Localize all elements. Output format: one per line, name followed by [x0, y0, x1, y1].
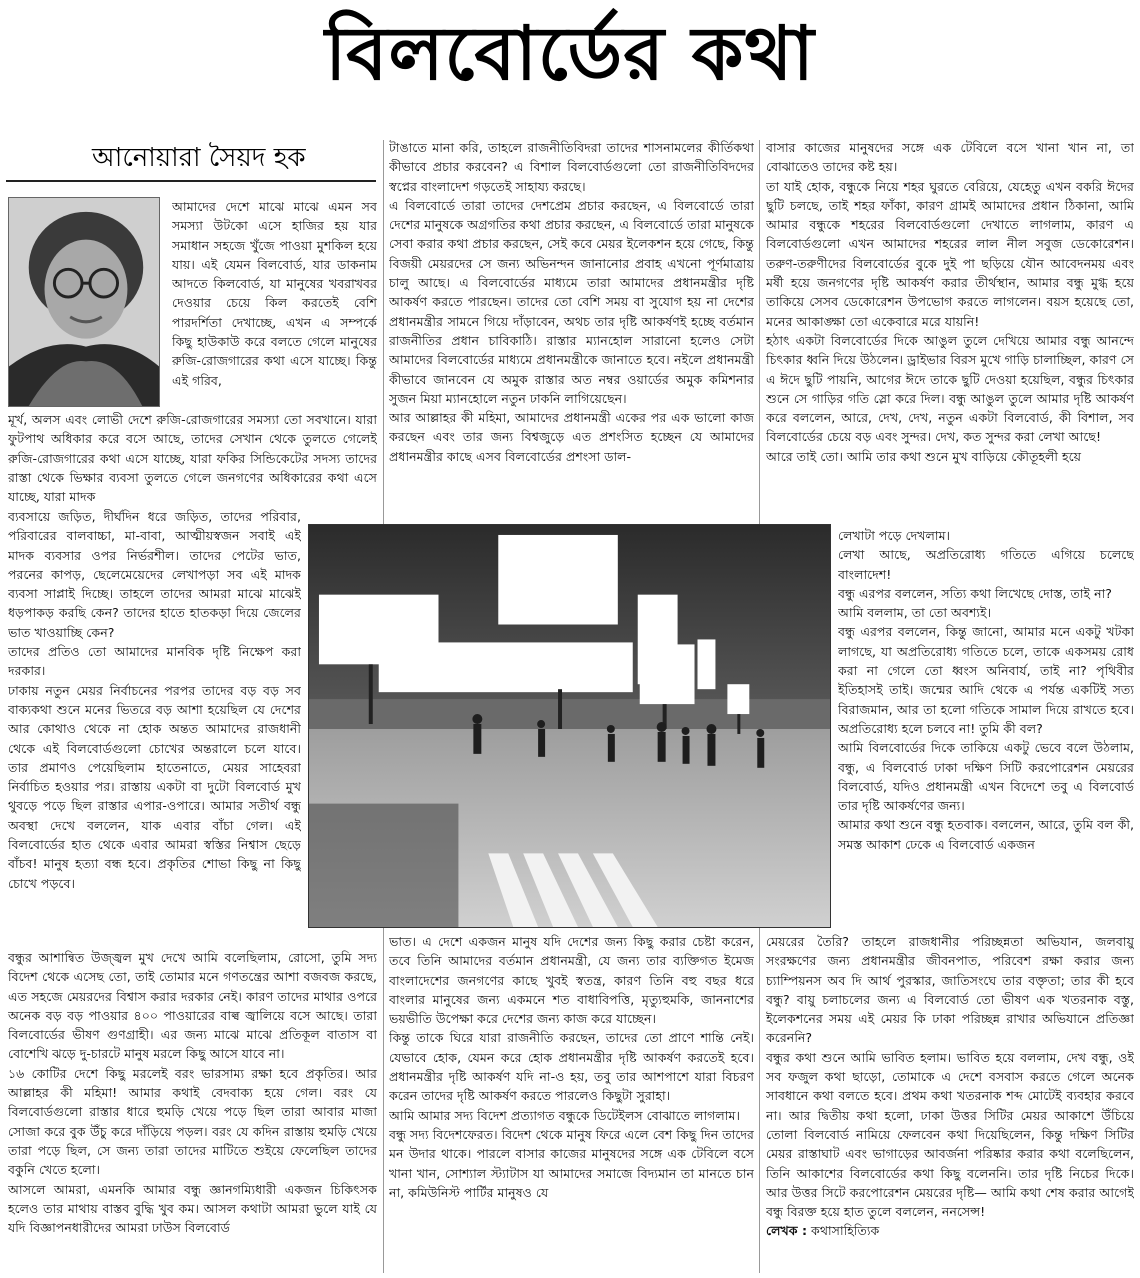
col2-bottom-block [389, 932, 754, 1276]
col2-paragraph-1: টাঙাতে মানা করি, তাহলে রাজনীতিবিদরা তাদের শাসনামলের কীর্তিকথা কীভাবে প্রচার করবেন? এ বিশাল বিলবোর্ডগুলো তো রাজনীতিবিদদের স্বপ্নের বাংলাদেশ গড়তেই সাহায্য করছে। [389, 140, 754, 194]
col1-paragraph-6: আসলে আমরা, এমনকি আমার বন্ধু জ্ঞানগম্যিধারী একজন চিকিৎসক হলেও তার মাথায় বাস্তব বুদ্ধি খুব কম। আসল কথাটা আমরা ভুলে যাই যে যদি বিজ্ঞাপনধারীদের আমরা ঢাউস বিলবোর্ড [8, 1181, 377, 1236]
col3-paragraph-3: হঠাৎ একটা বিলবোর্ডের দিকে আঙুল তুলে দেখিয়ে আমার বন্ধু আনন্দে চিৎকার ধ্বনি দিয়ে উঠলেন। ড্রাইভার বিরস মুখে গাড়ি চালাচ্ছিল, কারণ সে এ ঈদে ছুটি পায়নি, আগের ঈদে তাকে ছুটি দেওয়া হয়েছিল, বন্ধুর চিৎকার শুনে সে গাড়ির গতি স্লো করে দিল। বন্ধু আঙুল তুলে আমার দৃষ্টি আকর্ষণ করে বললেন, আরে, দেখ, দেখ, নতুন একটা বিলবোর্ড, কী বিশাল, সব বিলবোর্ডের চেয়ে বড় এবং সুন্দর। দেখ, কত সুন্দর করা লেখা আছে! [766, 332, 1134, 445]
byline-value: কথাসাহিত্যিক [811, 1223, 880, 1239]
author-rule [6, 180, 376, 182]
col3-paragraph-10-part-1: আমার কথা শুনে বন্ধু হতবাক। বললেন, আরে, তুমি বল কী, সমস্ত আকাশ ঢেকে এ বিলবোর্ড একজন [838, 817, 1134, 852]
col3-bottom-block [766, 932, 1134, 1276]
column-divider-2 [383, 928, 384, 1273]
author-portrait-graphic [9, 198, 159, 406]
col1-paragraph-3: ঢাকায় নতুন মেয়র নির্বাচনের পরপর তাদের বড় বড় সব বাক্যকথা শুনে মনের ভিতরে বড় আশা হয়েছিল যে দেশের আর কোথাও থেকে না হোক অন্তত আমাদের রাজধানী থেকে এই বিলবোর্ডগুলো চোখের অন্তরালে চলে যাবে। তার প্রমাণও পেয়েছিলাম হাতেনাতে, মেয়র সাহেবরা নির্বাচিত হওয়ার পর। রাস্তায় একটা বা দুটো বিলবোর্ড মুখ থুবড়ে পড়ে ছিল রাস্তার এপার-ওপারে। আমার সতীর্থ বন্ধু অবস্থা দেখে বললেন, যাক এবার বাঁচা গেল। এই বিলবোর্ডের হাত থেকে এবার আমরা স্বস্তির নিশ্বাস ছেড়ে বাঁচব! মানুষ হত্যা বন্ধ হবে। প্রকৃতির শোভা কিছু না কিছু চোখে পড়বে। [8, 682, 301, 891]
article-title: বিলবোর্ডের কথা [325, 11, 815, 97]
col3-narrow-block [838, 526, 1134, 930]
col1-paragraph-1-part-3: ব্যবসায়ে জড়িত, দীর্ঘদিন ধরে জড়িত, তাদের পরিবার, পরিবারের বালবাচ্চা, মা-বাবা, আত্মীয়স্বজন সবাই এই মাদক ব্যবসার ওপর নির্ভরশীল। তাদের পেটের ভাত, পরনের কাপড়, ছেলেমেয়েদের লেখাপড়া সব এই মাদক ব্যবসা সাপ্লাই দিচ্ছে। তাহলে তাদের আমরা মাঝে মাঝেই ধড়পাকড় করছি কেন? তাদের হাতে হাতকড়া দিয়ে জেলের ভাত খাওয়াচ্ছি কেন? [8, 509, 301, 640]
author-photo [8, 197, 160, 407]
col3-paragraph-4-part-1: আরে তাই তো। আমি তার কথা শুনে মুখ বাড়িয়ে কৌতূহলী হয়ে [766, 448, 1082, 464]
col3-paragraph-5: লেখা আছে, অপ্রতিরোধ্য গতিতে এগিয়ে চলেছে বাংলাদেশ! [838, 547, 1134, 582]
col3-paragraph-6: বন্ধু এরপর বললেন, সত্যি কথা লিখেছে দোস্ত, তাই না? [838, 585, 1112, 601]
byline-label: লেখক : [766, 1223, 807, 1239]
col3-paragraph-2: তা যাই হোক, বন্ধুকে নিয়ে শহর ঘুরতে বেরিয়ে, যেহেতু এখন বকরি ঈদের ছুটি চলছে, তাই শহর ফাঁকা, কারণ গ্রামই আমাদের প্রধান ঠিকানা, আমি আমার বন্ধুকে শহরের বিলবোর্ডগুলো দেখাতে লাগলাম, কারণ এ বিলবোর্ডগুলো এখন আমাদের শহরের লাল নীল সবুজ ডেকোরেশন। তরুণ-তরুণীদের বিলবোর্ডের বুকে দুই পা ছড়িয়ে যৌন আবেদনময় এবং মৰ্ষী হয়ে জনগণের দৃষ্টি আকর্ষণ করার তীর্থস্থান, আমার বন্ধু মুগ্ধ হয়ে তাকিয়ে সেসব ডেকোরেশন উপভোগ করতে লাগলেন। বয়স হয়েছে তো, মনের আকাঙ্ক্ষা তো একেবারে মরে যায়নি! [766, 178, 1134, 329]
col2-paragraph-2: এ বিলবোর্ডে তারা তাদের দেশপ্রেম প্রচার করছেন, এ বিলবোর্ডে তারা দেশের মানুষকে অগ্রগতির কথা প্রচার করছেন, এ বিলবোর্ডে তারা মানুষকে সেবা করার কথা প্রচার করছেন, সেই কবে মেয়র ইলেকশন হয়ে গেছে, কিন্তু বিজয়ী মেয়রদের সে জন্য অভিনন্দন জানানোর প্রবাহ এখনো পূর্ণমাত্রায় চালু আছে। এ বিলবোর্ডের মাধ্যমে তারা আমাদের প্রধানমন্ত্রীর দৃষ্টি আকর্ষণ করতে পারছেন। তাদের তো বেশি সময় বা সুযোগ হয় না দেশের প্রধানমন্ত্রীর সামনে গিয়ে দাঁড়াবেন, অথচ তার দৃষ্টি আকর্ষণই হচ্ছে বর্তমান রাজনীতির প্রধান চাবিকাঠি। রাস্তার ম্যানহোল সারানো হলেও সেটা আমাদের বিলবোর্ডের মাধ্যমে প্রধানমন্ত্রীকে জানাতে হবে। নইলে প্রধানমন্ত্রী কীভাবে জানবেন যে অমুক রাস্তার অত নম্বর ওয়ার্ডের অমুক কমিশনার সুজন মিয়া ম্যানহোলে নতুন ঢাকনি লাগিয়েছেন। [389, 197, 754, 406]
billboard-scene-graphic [309, 525, 830, 927]
col3-paragraph-1: বাসার কাজের মানুষদের সঙ্গে এক টেবিলে বসে খানা খান না, তা বোঝাতেও তাদের কষ্ট হয়। [766, 140, 1134, 175]
col2-paragraph-3: আর আল্লাহর কী মহিমা, আমাদের প্রধানমন্ত্রী একের পর এক ভালো কাজ করছেন এবং তার জন্য বিশ্বজুড়ে এত প্রশংসিত হচ্ছেন যে আমাদের প্রধানমন্ত্রীর কাছে এসব বিলবোর্ডের প্রশংসা ডাল- [389, 410, 754, 464]
col1-bottom-block [8, 948, 377, 1276]
author-byline [766, 1221, 1134, 1240]
column-divider-1 [383, 140, 384, 525]
col2-paragraph-4: ভাত। এ দেশে একজন মানুষ যদি দেশের জন্য কিছু করার চেষ্টা করেন, তবে তিনি আমাদের বর্তমান প্রধানমন্ত্রী, যে জন্য তার ব্যক্তিগত ইমেজ বাংলাদেশের জনগণের কাছে খুবই স্বতন্ত্র, কারণ তিনি বহু বছর ধরে বাংলার মানুষের জন্য একমনে শত বাধাবিপত্তি, মৃত্যুহুমকি, জাননাশের ভয়ভীতি উপেক্ষা করে দেশের জন্য কাজ করে যাচ্ছেন। [389, 934, 754, 1027]
col3-paragraph-9: আমি বিলবোর্ডের দিকে তাকিয়ে একটু ভেবে বলে উঠলাম, বন্ধু, এ বিলবোর্ড ঢাকা দক্ষিণ সিটি করপোরেশন মেয়রের বিলবোর্ড, যদিও প্রধানমন্ত্রী এখন বিদেশে তবু এ বিলবোর্ড তার দৃষ্টি আকর্ষণের জন্য। [838, 740, 1134, 814]
col3-paragraph-10-part-2: মেয়রের তৈরি? তাহলে রাজধানীর পরিচ্ছন্নতা অভিযান, জলবায়ু সংরক্ষণের জন্য প্রধানমন্ত্রীর জীবনপাত, পরিবেশ রক্ষা করার জন্য চ্যাম্পিয়নস অব দি আর্থ পুরস্কার, জাতিসংঘে তার বক্তৃতা; তার কী হবে বন্ধু? বায়ু চলাচলের জন্য এ বিলবোর্ড তো ভীষণ এক খতরনাক বস্তু, ইলেকশনের সময় এই মেয়র কি ঢাকা পরিচ্ছন্ন রাখার অভিযানে প্রতিজ্ঞা করেননি? [766, 934, 1134, 1046]
col3-paragraph-8: বন্ধু এরপর বললেন, কিন্তু জানো, আমার মনে একটু খটকা লাগছে, যা অপ্রতিরোধ্য গতিতে চলে, তাকে একসময় রোধ করা না গেলে তো ধ্বংস অনিবার্য, তাই না? পৃথিবীর ইতিহাসই তাই। জন্মের আদি থেকে এ পর্যন্ত একটিই সত্য বিরাজমান, আর তা হলো গতিকে সামাল দিয়ে রাখতে হবে। অপ্রতিরোধ্য হলে চলবে না! তুমি কী বল? [838, 624, 1134, 736]
column-divider-4 [759, 928, 760, 1273]
col1-paragraph-2: তাদের প্রতিও তো আমাদের মানবিক দৃষ্টি নিক্ষেপ করা দরকার। [8, 644, 301, 679]
billboard-street-picture [308, 524, 831, 928]
col2-paragraph-6: আমি আমার সদ্য বিদেশ প্রত্যাগত বন্ধুকে ডিটেইলস বোঝাতে লাগলাম। [389, 1107, 740, 1123]
col1-paragraph-1-part-2: মূর্খ, অলস এবং লোভী দেশে রুজি-রোজগারের সমস্যা তো সবখানে। যারা ফুটপাথ অধিকার করে বসে আছে, তাদের সেখান থেকে তুলতে গেলেই রুজি-রোজগারের কথা এসে যাচ্ছে, যারা ফকির সিন্ডিকেটের সদস্য তাদের রাস্তা থেকে ভিক্ষার ব্যবসা তুলতে গেলে জনগণের অধিকারের কথা এসে যাচ্ছে, যারা মাদক [8, 412, 377, 505]
col3-paragraph-7: আমি বললাম, তা তো অবশ্যই। [838, 605, 992, 621]
col3-paragraph-4-part-2: লেখাটা পড়ে দেখলাম। [838, 528, 951, 543]
col1-paragraph-4: বন্ধুর আশান্বিত উজ্জ্বল মুখ দেখে আমি বলেছিলাম, রোসো, তুমি সদ্য বিদেশ থেকে এসেছ তো, তাই তোমার মনে গণতন্ত্রের আশা বজবজ করছে, এত সহজে মেয়রদের বিশ্বাস করার দরকার নেই। কারণ তাদের মাথার ওপরে অনেক বড় বড় পাওয়ার ৪০০ পাওয়ারের বাল্ব জ্বালিয়ে বসে আছে। তারা বিলবোর্ডের ভীষণ গুণগ্রাহী। এর জন্য মাঝে মাঝে প্রতিকূল বাতাস বা বোশেখি ঝড়ে দু-চারটে মানুষ মরলে কিছু আসে যাবে না। [8, 950, 377, 1062]
column-divider-3 [759, 140, 760, 525]
col3-paragraph-11: বন্ধুর কথা শুনে আমি ভাবিত হলাম। ভাবিত হয়ে বললাম, দেখ বন্ধু, ওই সব ফজুল কথা ছাড়ো, তোমাকে এ দেশে বসবাস করতে গেলে অনেক সাবধানে কথা বলতে হবে। প্রথম কথা খতরনাক শব্দ মোটেই ব্যবহার করবে না। আর দ্বিতীয় কথা হলো, ঢাকা উত্তর সিটির মেয়র আকাশে উঁচিয়ে তোলা বিলবোর্ড নামিয়ে ফেলবেন কথা দিয়েছিলেন, কিন্তু দক্ষিণ সিটির মেয়র রাস্তাঘাট এবং ভাগাড়ের আবর্জনা পরিষ্কার করার কথা বলেছিলেন, তিনি আকাশের বিলবোর্ডের কথা কিছু বলেননি। তার দৃষ্টি নিচের দিকে। আর উত্তর সিটে করপোরেশন মেয়রের দৃষ্টি— আমি কথা শেষ করার আগেই বন্ধু বিরক্ত হয়ে হাত তুলে বললেন, ননসেন্স! [766, 1049, 1134, 1220]
col2-paragraph-5: কিন্তু তাকে ঘিরে যারা রাজনীতি করছেন, তাদের তো প্রাণে শান্তি নেই। যেভাবে হোক, যেমন করে হোক প্রধানমন্ত্রীর দৃষ্টি আকর্ষণ করতেই হবে। প্রধানমন্ত্রীর দৃষ্টি আকর্ষণ যদি না-ও হয়, তবু তার আশপাশে যারা বিচরণ করেন তাদের দৃষ্টি আকর্ষণ করতে পারলেও কিছুটা সুরাহা। [389, 1030, 754, 1104]
col1-intro-wrap [172, 197, 377, 409]
col3-top-block [766, 138, 1134, 524]
col2-top-block [389, 138, 754, 522]
col1-narrow-block [8, 507, 301, 947]
col1-paragraph-5: ১৬ কোটির দেশে কিছু মরলেই বরং ভারসাম্য রক্ষা হবে প্রকৃতির। আর আল্লাহর কী মহিমা! আমার কথাই বেদবাক্য হয়ে গেল। বরং যে বিলবোর্ডগুলো রাস্তার ধারে হুমড়ি খেয়ে পড়ে ছিল তারা আবার মাজা সোজা করে বুক উঁচু করে দাঁড়িয়ে পড়ল। বরং যে কদিন রাস্তায় হুমড়ি খেয়ে তারা পড়ে ছিল, সে জন্য তারা তাদের মাটিতে শুইয়ে ফেলেছিল তাদের বকুনি খেতে হলো। [8, 1065, 377, 1178]
col1-paragraph-1-part-1: আমাদের দেশে মাঝে মাঝে এমন সব সমস্যা উটকো এসে হাজির হয় যার সমাধান সহজে খুঁজে পাওয়া মুশকিল হয়ে যায়। এই যেমন বিলবোর্ড, যার ডাকনাম আদতে কিলবোর্ড, যা মানুষের খবরাখবর দেওয়ার চেয়ে কিল করতেই বেশি পারদর্শিতা দেখাচ্ছে, এখন এ সম্পর্কে কিছু হাউকাউ করে বলতে গেলে মানুষের রুজি-রোজগারের কথা এসে যাচ্ছে। কিন্তু এই গরিব, [172, 199, 377, 388]
author-name: আনোয়ারা সৈয়দ হক [92, 143, 306, 173]
col1-full-width [8, 410, 377, 506]
col2-paragraph-7: বন্ধু সদ্য বিদেশফেরত। বিদেশ থেকে মানুষ ফিরে এলে বেশ কিছু দিন তাদের মন উদার থাকে। পারলে বাসার কাজের মানুষদের সঙ্গে এক টেবিলে বসে খানা খান, সোশ্যাল স্ট্যাটাস যা আমাদের সমাজে বিদ্যমান তা মানতে চান না, কমিউনিস্ট পার্টির মানুষও যে [389, 1126, 754, 1200]
